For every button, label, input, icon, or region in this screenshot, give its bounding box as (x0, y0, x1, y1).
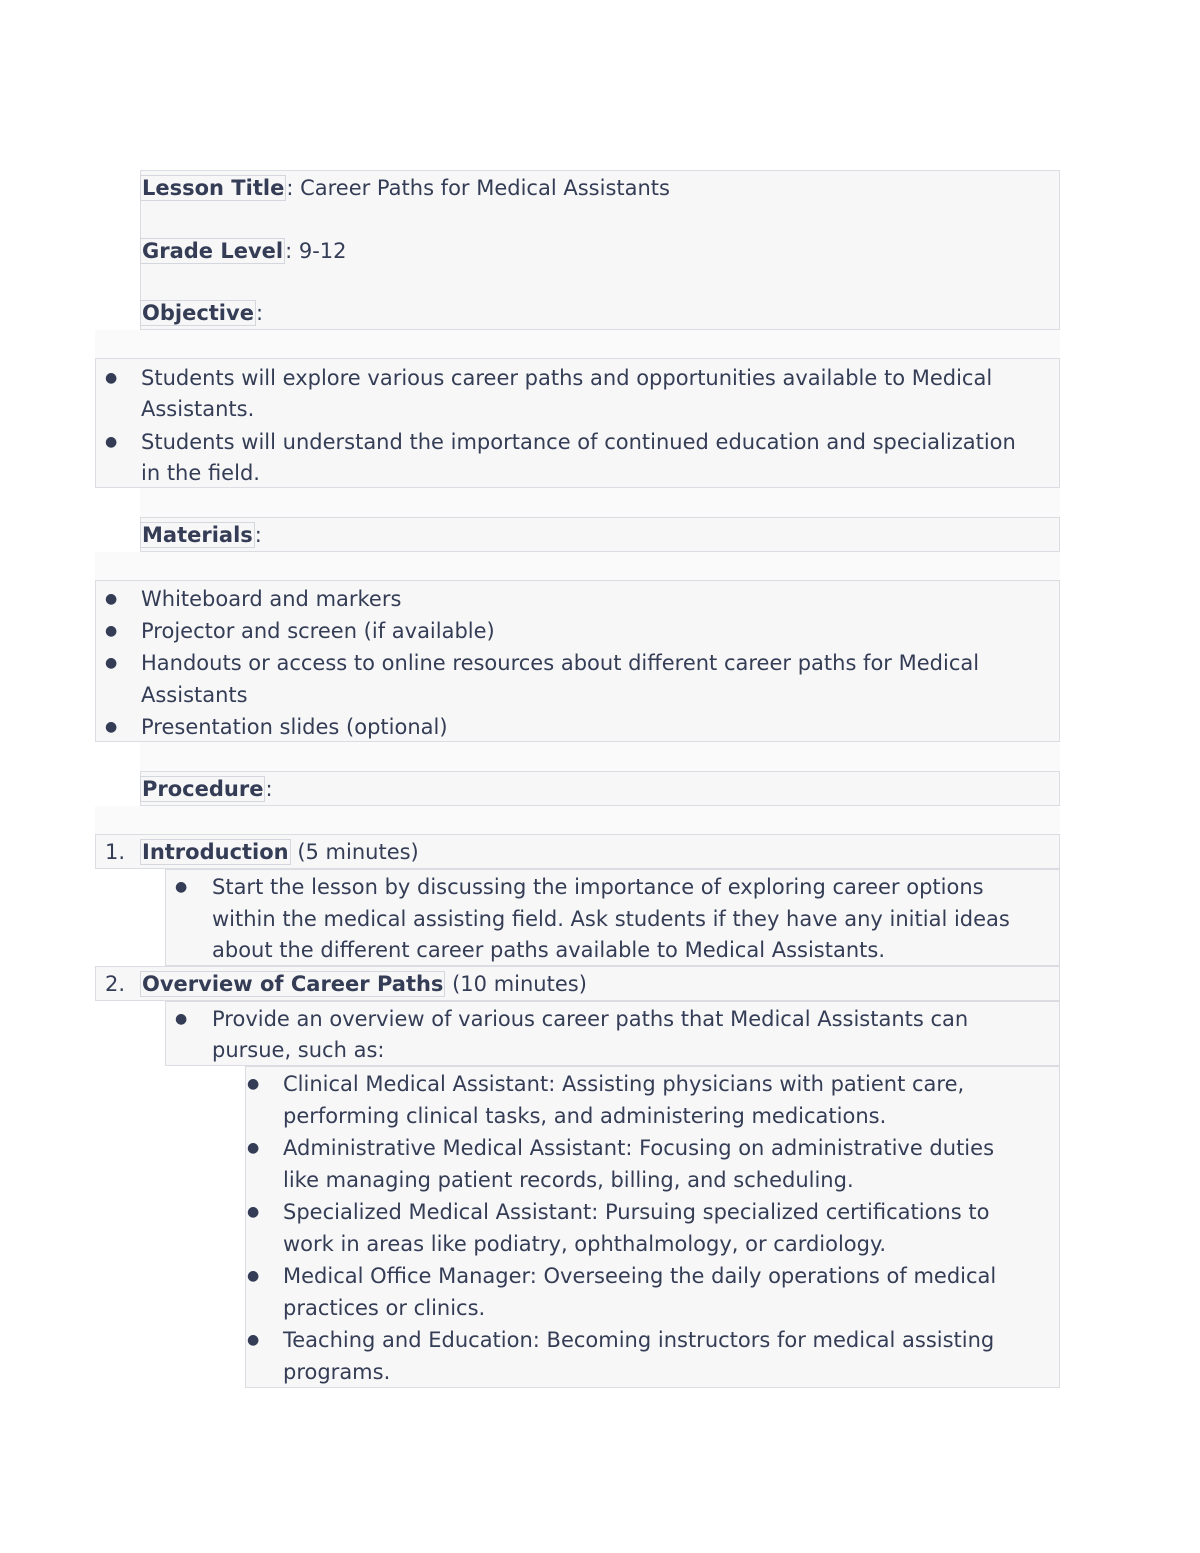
objective-label: Objective (142, 301, 254, 325)
bullet-icon: ● (175, 1011, 188, 1027)
bullet-icon: ● (247, 1076, 260, 1092)
lesson-title-line (142, 172, 670, 204)
procedure-heading-block (140, 771, 1060, 806)
step-2-number: 2. (105, 972, 126, 996)
step-1-number: 1. (105, 840, 126, 864)
procedure-suffix: : (265, 777, 273, 801)
step-2-heading (142, 968, 587, 1000)
material-item-3-line-2: Assistants (141, 683, 248, 707)
career-path-2-line-2: like managing patient records, billing, and scheduling. (283, 1168, 854, 1192)
step-2-text-line-2: pursue, such as: (212, 1038, 385, 1062)
procedure-label: Procedure (142, 777, 264, 801)
career-path-3-line-2: work in areas like podiatry, ophthalmology, or cardiology. (283, 1232, 887, 1256)
step-1-text-line-3: about the different career paths available to Medical Assistants. (212, 938, 885, 962)
bullet-icon: ● (105, 434, 118, 450)
bullet-icon: ● (175, 879, 188, 895)
spacer (95, 806, 1060, 834)
career-path-2-line-1: Administrative Medical Assistant: Focusing on administrative duties (283, 1136, 995, 1160)
materials-label: Materials (142, 523, 253, 547)
step-1-heading (142, 836, 419, 868)
bullet-icon: ● (247, 1268, 260, 1284)
material-item-3-line-1: Handouts or access to online resources about different career paths for Medical (141, 651, 980, 675)
objective-item-1-line-1: Students will explore various career paths and opportunities available to Medical (141, 366, 993, 390)
bullet-icon: ● (247, 1332, 260, 1348)
objective-heading (142, 297, 263, 329)
materials-heading (142, 519, 262, 551)
career-path-5-line-2: programs. (283, 1360, 391, 1384)
objective-item-2-line-1: Students will understand the importance of continued education and specialization (141, 430, 1016, 454)
grade-level-line (142, 235, 347, 267)
grade-level-value: : 9-12 (285, 239, 347, 263)
objective-item-1-line-2: Assistants. (141, 397, 255, 421)
step-1-duration: (5 minutes) (290, 840, 419, 864)
spacer (95, 552, 1060, 580)
objective-suffix: : (255, 301, 264, 325)
career-path-1-line-1: Clinical Medical Assistant: Assisting physicians with patient care, (283, 1072, 965, 1096)
material-item-2: Projector and screen (if available) (141, 619, 495, 643)
bullet-icon: ● (247, 1140, 260, 1156)
career-path-3-line-1: Specialized Medical Assistant: Pursuing specialized certifications to (283, 1200, 990, 1224)
bullet-icon: ● (105, 719, 118, 735)
objective-item-2-line-2: in the field. (141, 461, 260, 485)
career-path-4-line-1: Medical Office Manager: Overseeing the daily operations of medical (283, 1264, 997, 1288)
material-item-4: Presentation slides (optional) (141, 715, 448, 739)
materials-suffix: : (254, 523, 262, 547)
lesson-title-value: : Career Paths for Medical Assistants (286, 176, 670, 200)
lesson-title-label: Lesson Title (142, 176, 285, 200)
step-1-text-line-2: within the medical assisting field. Ask students if they have any initial ideas (212, 907, 1010, 931)
step-2-title: Overview of Career Paths (142, 972, 444, 996)
step-2-duration: (10 minutes) (445, 972, 587, 996)
career-path-5-line-1: Teaching and Education: Becoming instructors for medical assisting (283, 1328, 995, 1352)
bullet-icon: ● (105, 591, 118, 607)
step-2-text-line-1: Provide an overview of various career paths that Medical Assistants can (212, 1007, 969, 1031)
bullet-icon: ● (247, 1204, 260, 1220)
career-path-1-line-2: performing clinical tasks, and administering medications. (283, 1104, 887, 1128)
procedure-heading (142, 773, 273, 805)
grade-level-label: Grade Level (142, 239, 284, 263)
step-1-title: Introduction (142, 840, 289, 864)
bullet-icon: ● (105, 655, 118, 671)
spacer (140, 742, 1060, 771)
material-item-1: Whiteboard and markers (141, 587, 402, 611)
bullet-icon: ● (105, 623, 118, 639)
spacer (140, 488, 1060, 517)
materials-heading-block (140, 517, 1060, 552)
step-1-text-line-1: Start the lesson by discussing the importance of exploring career options (212, 875, 984, 899)
bullet-icon: ● (105, 370, 118, 386)
spacer (95, 330, 1060, 358)
career-path-4-line-2: practices or clinics. (283, 1296, 486, 1320)
